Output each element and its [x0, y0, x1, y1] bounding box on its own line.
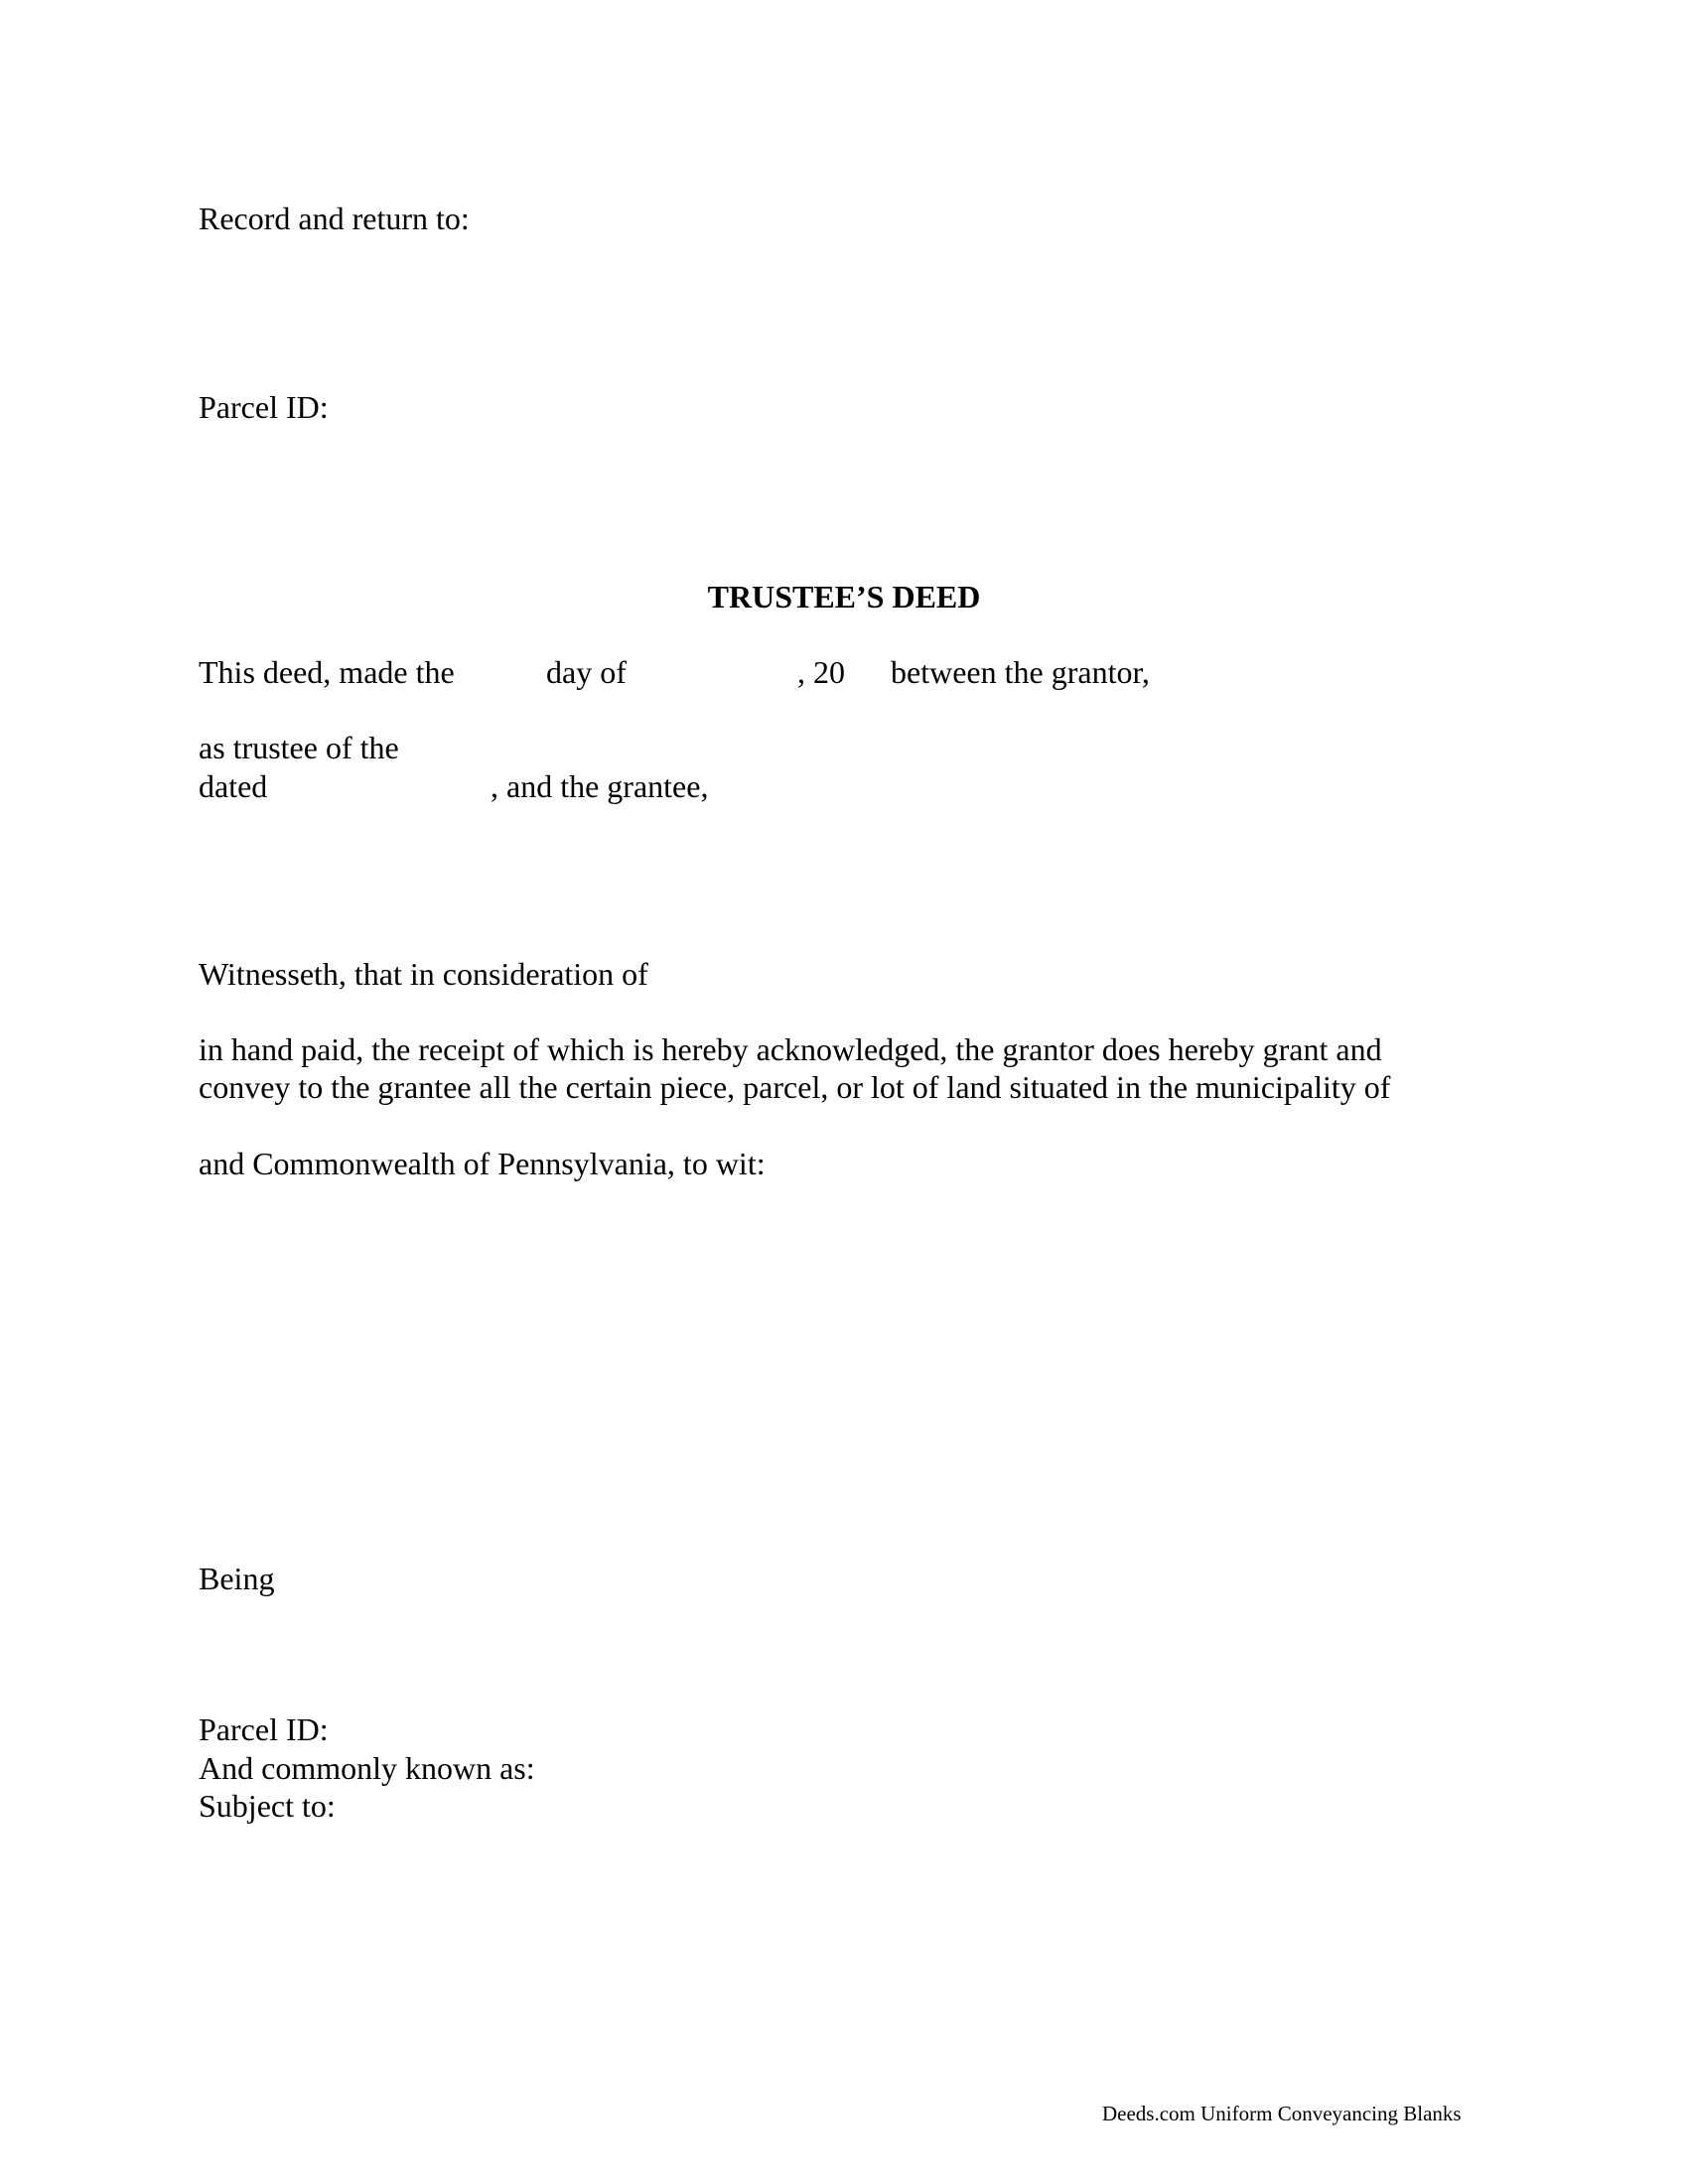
year-prefix-label: , 20: [797, 654, 845, 690]
convey-text: convey to the grantee all the certain piece, parcel, or lot of land situated in the municipality of: [199, 1069, 1391, 1105]
record-return-label: Record and return to:: [199, 201, 470, 236]
being-label: Being: [199, 1561, 275, 1596]
dated-label: dated: [199, 768, 268, 804]
commonly-known-label: And commonly known as:: [199, 1750, 535, 1786]
parcel-id-property-label: Parcel ID:: [199, 1711, 329, 1747]
subject-to-label: Subject to:: [199, 1788, 336, 1824]
as-trustee-label: as trustee of the: [199, 730, 399, 765]
witnesseth-label: Witnesseth, that in consideration of: [199, 956, 648, 992]
parcel-id-header-label: Parcel ID:: [199, 389, 329, 425]
document-title: TRUSTEE’S DEED: [707, 579, 981, 614]
day-of-label: day of: [546, 654, 627, 690]
between-grantor-label: between the grantor,: [891, 654, 1150, 690]
and-grantee-label: , and the grantee,: [491, 768, 709, 804]
footer-text: Deeds.com Uniform Conveyancing Blanks: [1102, 2102, 1462, 2125]
deed-made-the-label: This deed, made the: [199, 654, 455, 690]
commonwealth-text: and Commonwealth of Pennsylvania, to wit:: [199, 1146, 766, 1181]
hand-paid-text: in hand paid, the receipt of which is hereby acknowledged, the grantor does hereby grant and: [199, 1031, 1382, 1067]
